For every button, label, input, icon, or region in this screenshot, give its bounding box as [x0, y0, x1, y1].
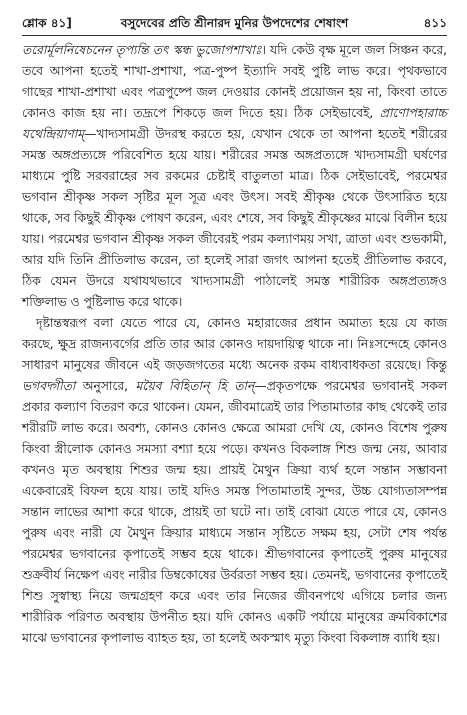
text-run: —খাদ্যসামগ্রী উদরস্থ করতে হয়, যেখান থেকে তা আপনা হতেই শরীরের সমস্ত অঙ্গপ্রত্যঙ্গে পরিবেশিত হয়ে যায়। শরীরের সমস্ত অঙ্গপ্রত্যঙ্গে খাদ্যসামগ্রী ঘর্ষণের মাধ্যমে পুষ্টি সরবরাহের সব রকমের চেষ্টাই বাতুলতা মাত্র। ঠিক সেইভাবেই, পরমেশ্বর ভগবান শ্রীকৃষ্ণ সকল সৃষ্টির মূল সূত্র এবং উৎস। সবই শ্রীকৃষ্ণ থেকে উৎসারিত হয়ে থাকে, সব কিছুই শ্রীকৃষ্ণ পোষণ করেন, এবং শেষে, সব কিছুই শ্রীকৃষ্ণের মাঝে বিলীন হয়ে যায়। পরমেশ্বর ভগবান শ্রীকৃষ্ণ সকল জীবেরই পরম কল্যাণময় সখা, ত্রাতা এবং শুভকামী, আর যদি তিনি প্রীতিলাভ করেন, তা হলেই সারা জগৎ আপনা হতেই প্রীতিলাভ করবে, ঠিক যেমন উদরে যথাযথভাবে খাদ্যসামগ্রী পাঠালেই সমস্ত শারীরিক অঙ্গপ্রত্যঙ্গও শক্তিলাভ ও পুষ্টিলাভ করে থাকে। [22, 127, 447, 309]
paragraph [22, 40, 447, 313]
text-run: দৃষ্টান্তস্বরূপ বলা যেতে পারে যে, কোনও মহারাজের প্রধান অমাত্য হয়ে যে কাজ করছে, ক্ষুদ্র রাজন্যবর্গের প্রতি তার আর কোনও দায়দায়িত্ব থাকে না। নিঃসন্দেহে কোনও সাধারণ মানুষের জীবনে এই জড়জগতের মধ্যে অনেক রকম বাধ্যবাধকতা রয়েছে। কিন্তু [22, 316, 447, 372]
verse-reference: শ্লোক ৪১] [22, 16, 72, 30]
text-run: —প্রকৃতপক্ষে পরমেশ্বর ভগবানই সকল প্রকার কল্যাণ বিতরণ করে থাকেন। যেমন, জীবমাত্রেই তার পিতামাতার কাছ থেকেই তার শরীরটি লাভ করে। অবশ্য, কোনও কোনও ক্ষেত্রে আমরা দেখি যে, কোনও বিশেষ পুরুষ কিংবা স্ত্রীলোক কোনও সমস্যা বশ্যা হয়ে পড়ে। কখনও বিকলাঙ্গ শিশু জন্ম নেয়, আবার কখনও মৃত অবস্থায় শিশুর জন্ম হয়। প্রায়ই মৈথুন ক্রিয়া ব্যর্থ হলে সন্তান সম্ভাবনা একেবারেই বিফল হয়ে যায়। তাই যদিও সমস্ত পিতামাতাই সুন্দর, উচ্চ যোগ্যতাসম্পন্ন সন্তান লাভের আশা করে থাকে, প্রায়ই তা ঘটে না। তাই বোঝা যেতে পারে যে, কোনও পুরুষ এবং নারী যে মৈথুন ক্রিয়ার মাধ্যমে সন্তান সৃষ্টিতে সক্ষম হয়, সেটা শেষ পর্যন্ত পরমেশ্বর ভগবানের কৃপাতেই সম্ভব হয়ে থাকে। শ্রীভগবানের কৃপাতেই পুরুষ মানুষের শুক্রবীর্য নিক্ষেপ এবং নারীর ডিম্বকোষের উর্বরতা সম্ভব হয়। তেমনই, ভগবানের কৃপাতেই শিশু সুস্বাস্থ্য নিয়ে জন্মগ্রহণ করে এবং তার নিজের জীবনপথে এগিয়ে চলার জন্য শারীরিক পরিণত অবস্থায় উপনীত হয়। যদি কোনও একটি পর্যায়ে মানুষের ক্রমবিকাশের মাঝে ভগবানের কৃপালাভ ব্যাহত হয়, তা হলেই অকস্মাৎ মৃত্যু কিংবা বিকলাঙ্গ ব্যাধি হয়। [22, 379, 447, 645]
page-header [22, 14, 447, 32]
page-number: ৪১১ [423, 16, 447, 30]
header-divider [22, 35, 447, 36]
paragraph [22, 313, 447, 649]
running-title: বসুদেবের প্রতি শ্রীনারদ মুনির উপদেশের শেষাংশ [120, 16, 349, 30]
text-run: । যদি কেউ বৃক্ষ মূলে জল সিঞ্চন করে, তবে আপনা হতেই শাখা-প্রশাখা, পত্র-পুষ্প ইত্যাদি সবই পুষ্টি লাভ করে। পৃথকভাবে গাছের শাখা-প্রশাখা এবং পত্রপুষ্পে জল দেওয়ার কোনই প্রয়োজন হয় না, কিংবা তাতে কোনও কাজ হয় না। তদ্রূপে শিকড়ে জল দিতে হয়। ঠিক সেইভাবেই, [22, 43, 447, 120]
italic-phrase: প্রাণোপহারাচ্চ যথেন্দ্রিয়াণাম্ [22, 106, 447, 141]
italic-phrase: ময়ৈব বিহিতান্ হি তান্ [135, 379, 255, 393]
purport-text [22, 40, 447, 649]
text-run: অনুসারে, [75, 379, 136, 393]
italic-phrase: ভগবদ্গীতা [22, 379, 76, 393]
italic-phrase: তরোর্মূলনিষেচনেন তৃপ্যন্তি তৎ স্কন্ধ ভুজোপশাখাঃ [22, 43, 262, 57]
